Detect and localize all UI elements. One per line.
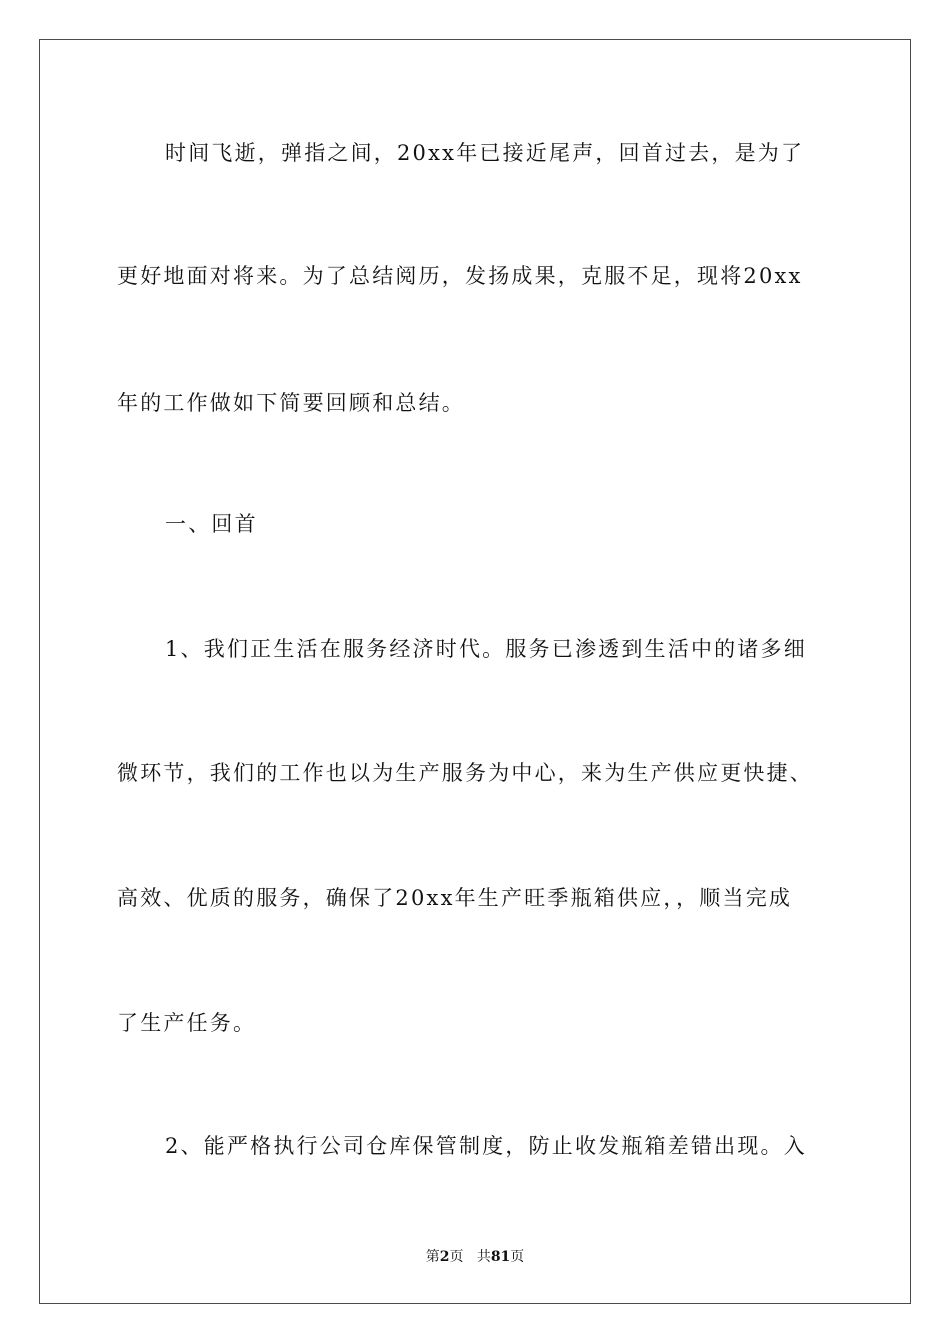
paragraph-line-3: 年的工作做如下简要回顾和总结。 xyxy=(117,391,465,415)
paragraph-line-8: 了生产任务。 xyxy=(117,1011,257,1035)
paragraph-line-5: 1、我们正生活在服务经济时代。服务已渗透到生活中的诸多细 xyxy=(165,637,807,661)
footer-total-suffix: 页 xyxy=(510,1249,525,1265)
paragraph-line-6: 微环节，我们的工作也以为生产服务为中心，来为生产供应更快捷、 xyxy=(117,761,813,785)
footer-page-number: 2 xyxy=(439,1249,450,1265)
footer-total-pages: 81 xyxy=(490,1249,511,1265)
footer-total-prefix: 共 xyxy=(476,1249,491,1265)
paragraph-line-7: 高效、优质的服务，确保了20xx年生产旺季瓶箱供应，，顺当完成 xyxy=(117,886,793,910)
paragraph-line-2: 更好地面对将来。为了总结阅历，发扬成果，克服不足，现将20xx xyxy=(117,264,803,288)
footer-page-prefix: 第 xyxy=(425,1249,440,1265)
page-frame xyxy=(39,39,911,1304)
footer-page-suffix: 页 xyxy=(449,1249,464,1265)
section-heading: 一、回首 xyxy=(165,512,258,536)
paragraph-line-9: 2、能严格执行公司仓库保管制度，防止收发瓶箱差错出现。入 xyxy=(165,1134,807,1158)
page-footer xyxy=(0,1248,950,1266)
paragraph-line-1: 时间飞逝，弹指之间，20xx年已接近尾声，回首过去，是为了 xyxy=(165,141,805,165)
